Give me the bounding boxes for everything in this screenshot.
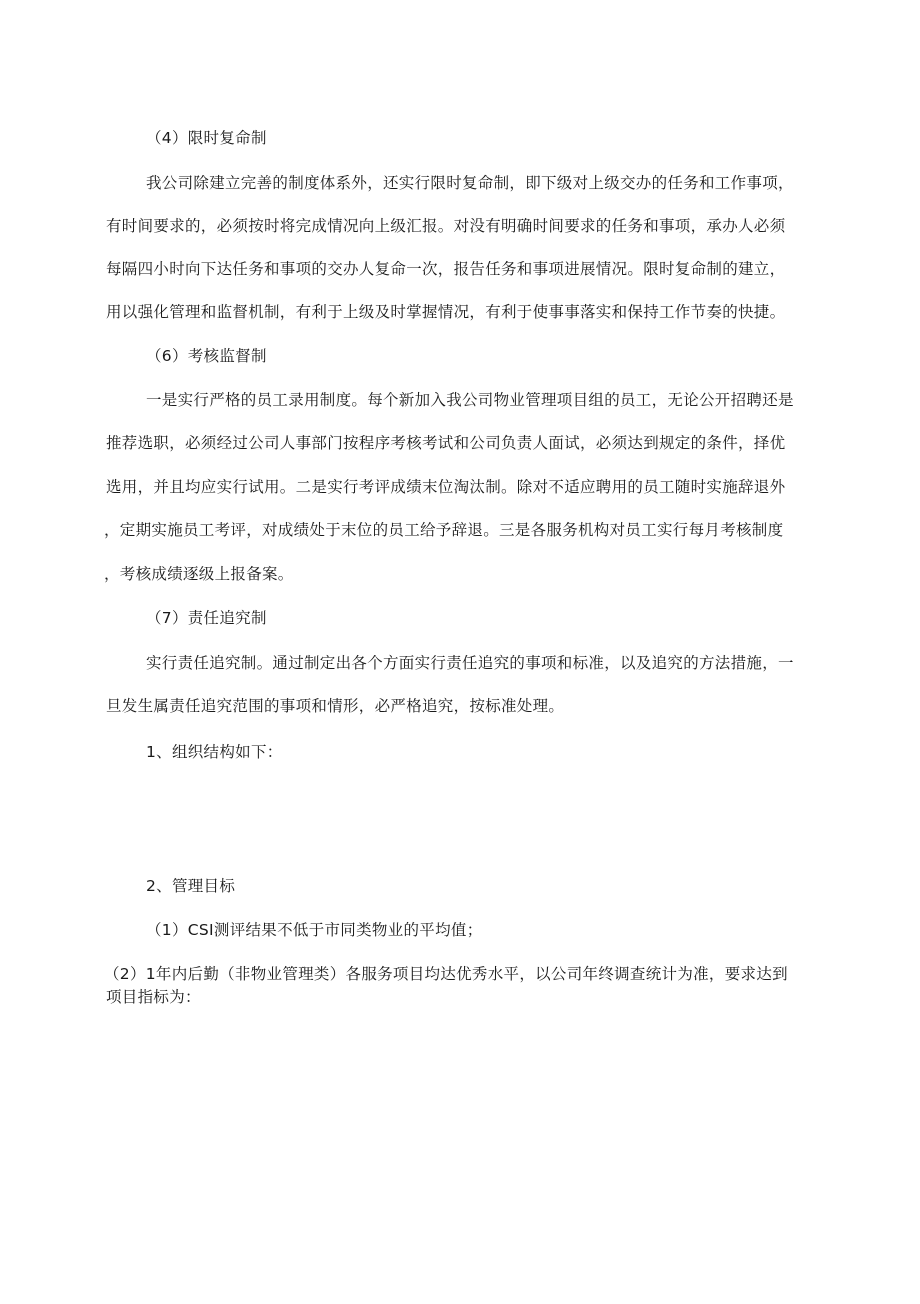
management-goal-heading: 2、管理目标 <box>146 877 236 895</box>
goal-item-2-line: （2）1年内后勤（非物业管理类）各服务项目均达优秀水平，以公司年终调查统计为准，要求达到 <box>104 965 788 983</box>
section-7-heading: （7）责任追究制 <box>146 609 267 627</box>
section-7-paragraph-line: 旦发生属责任追究范围的事项和情形，必严格追究，按标准处理。 <box>106 697 565 715</box>
section-4-paragraph-line: 每隔四小时向下达任务和事项的交办人复命一次，报告任务和事项进展情况。限时复命制的建立， <box>106 260 786 278</box>
goal-item-2-line: 项目指标为： <box>106 988 201 1006</box>
section-4-paragraph-line: 我公司除建立完善的制度体系外，还实行限时复命制，即下级对上级交办的任务和工作事项， <box>146 174 794 192</box>
section-4-heading: （4）限时复命制 <box>146 129 267 147</box>
org-structure-heading: 1、组织结构如下： <box>146 743 283 761</box>
section-4-paragraph-line: 有时间要求的，必须按时将完成情况向上级汇报。对没有明确时间要求的任务和事项，承办人必须 <box>106 217 786 235</box>
section-7-paragraph-line: 实行责任追究制。通过制定出各个方面实行责任追究的事项和标准，以及追究的方法措施，一 <box>146 654 794 672</box>
goal-item-1: （1）CSI测评结果不低于市同类物业的平均值； <box>146 921 483 939</box>
section-6-heading: （6）考核监督制 <box>146 347 267 365</box>
section-6-paragraph-line: ，考核成绩逐级上报备案。 <box>104 565 294 583</box>
section-6-paragraph-line: ，定期实施员工考评，对成绩处于末位的员工给予辞退。三是各服务机构对员工实行每月考核制度 <box>104 521 784 539</box>
section-6-paragraph-line: 选用，并且均应实行试用。二是实行考评成绩末位淘汰制。除对不适应聘用的员工随时实施辞退外 <box>106 478 786 496</box>
section-4-paragraph-line: 用以强化管理和监督机制，有利于上级及时掌握情况，有利于使事事落实和保持工作节奏的快捷。 <box>106 303 786 321</box>
section-6-paragraph-line: 推荐选职，必须经过公司人事部门按程序考核考试和公司负责人面试，必须达到规定的条件，择优 <box>106 434 786 452</box>
section-6-paragraph-line: 一是实行严格的员工录用制度。每个新加入我公司物业管理项目组的员工，无论公开招聘还是 <box>146 391 794 409</box>
